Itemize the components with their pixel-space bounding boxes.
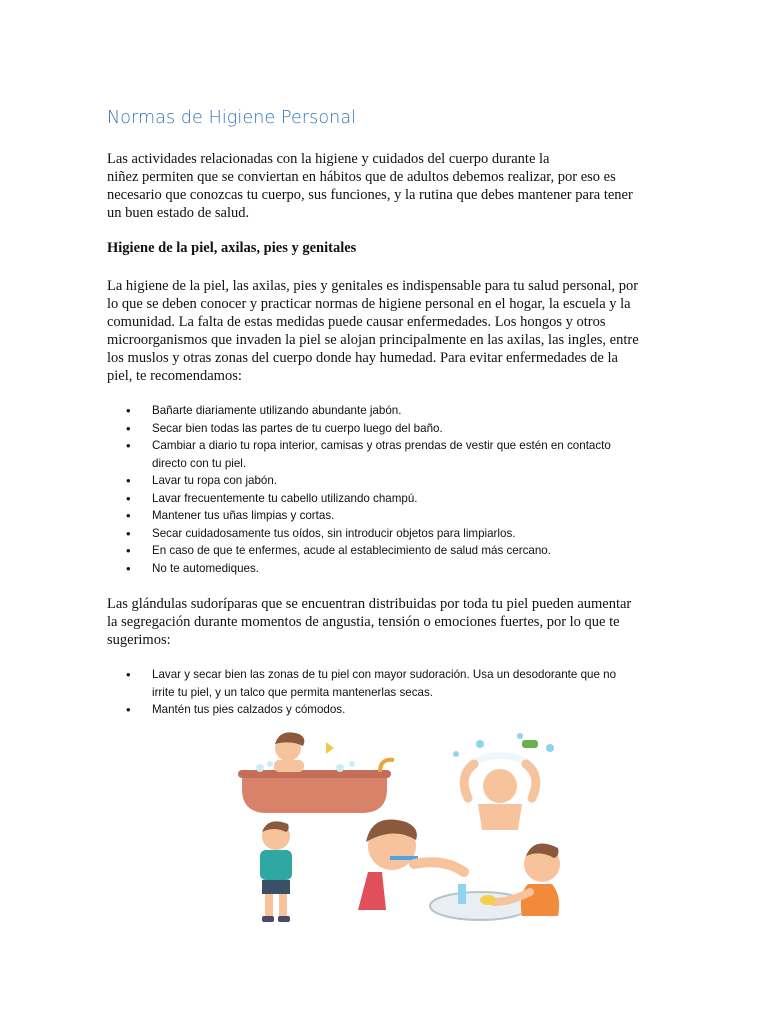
list-item bbox=[107, 507, 611, 525]
list-item bbox=[107, 402, 611, 420]
list-item-text: • Lavar frecuentemente tu cabello utilizando champú. bbox=[152, 491, 418, 505]
standing-child-figure bbox=[260, 821, 292, 922]
hair-washing-child-figure bbox=[453, 733, 554, 830]
list-item bbox=[107, 437, 611, 472]
list-item bbox=[107, 420, 611, 438]
list-item bbox=[107, 525, 611, 543]
intro-line: un buen estado de salud. bbox=[107, 205, 250, 221]
list-item bbox=[107, 542, 611, 560]
list-item-text: • Secar bien todas las partes de tu cuerpo luego del baño. bbox=[152, 421, 443, 435]
recommendations-list bbox=[107, 402, 611, 577]
bathing-child-figure bbox=[238, 732, 394, 813]
list-item-text: • No te automediques. bbox=[152, 561, 259, 575]
section-line: lo que se deben conocer y practicar normas de higiene personal en el hogar, la escuela y la bbox=[107, 296, 631, 312]
list-item-text: • Mantén tus pies calzados y cómodos. bbox=[152, 703, 346, 716]
suggestions-list bbox=[107, 666, 616, 719]
list-item-text: • En caso de que te enfermes, acude al establecimiento de salud más cercano. bbox=[152, 544, 551, 557]
glands-paragraph bbox=[107, 595, 667, 649]
list-item-text: • Secar cuidadosamente tus oídos, sin introducir objetos para limpiarlos. bbox=[152, 526, 516, 540]
list-item-text: • Lavar y secar bien las zonas de tu piel con mayor sudoración. Usa un desodorante que no bbox=[152, 668, 617, 681]
list-item-text: • Mantener tus uñas limpias y cortas. bbox=[152, 509, 335, 522]
list-item-text: • Bañarte diariamente utilizando abundante jabón. bbox=[152, 404, 402, 417]
list-item bbox=[107, 560, 611, 578]
list-item bbox=[107, 701, 616, 719]
list-item-text: • Lavar tu ropa con jabón. bbox=[152, 474, 278, 487]
section-line: comunidad. La falta de estas medidas puede causar enfermedades. Los hongos y otros bbox=[107, 314, 606, 330]
section-line: microorganismos que invaden la piel se alojan principalmente en las axilas, las ingles, entre bbox=[107, 332, 639, 348]
section-heading: Higiene de la piel, axilas, pies y genitales bbox=[107, 240, 357, 256]
hygiene-illustration bbox=[230, 724, 590, 934]
glands-line: sugerimos: bbox=[107, 632, 171, 648]
section-line: los muslos y otras zonas del cuerpo donde hay humedad. Para evitar enfermedades de la bbox=[107, 350, 618, 366]
section-line: piel, te recomendamos: bbox=[107, 368, 242, 384]
intro-line: niñez permiten que se conviertan en hábitos que de adultos debemos realizar, por eso es bbox=[107, 169, 616, 185]
handwashing-child-figure bbox=[430, 844, 560, 921]
list-item bbox=[107, 490, 611, 508]
glands-line: la segregación durante momentos de angustia, tensión o emociones fuertes, por lo que te bbox=[107, 614, 620, 630]
glands-line: Las glándulas sudoríparas que se encuentran distribuidas por toda tu piel pueden aumentar bbox=[107, 596, 632, 612]
intro-line: Las actividades relacionadas con la higiene y cuidados del cuerpo durante la bbox=[107, 151, 550, 167]
list-item-text: irrite tu piel, y un talco que permita mantenerlas secas. bbox=[152, 685, 433, 699]
intro-paragraph bbox=[107, 150, 667, 222]
list-item bbox=[107, 472, 611, 490]
intro-line: necesario que conozcas tu cuerpo, sus funciones, y la rutina que debes mantener para tener bbox=[107, 187, 633, 203]
section-paragraph bbox=[107, 277, 667, 385]
section-line: La higiene de la piel, las axilas, pies y genitales es indispensable para tu salud personal, por bbox=[107, 278, 639, 294]
list-item-text: directo con tu piel. bbox=[152, 456, 247, 470]
page-title: Normas de Higiene Personal bbox=[107, 108, 357, 128]
list-item-text: • Cambiar a diario tu ropa interior, camisas y otras prendas de vestir que estén en contacto bbox=[152, 439, 611, 452]
list-item bbox=[107, 666, 616, 701]
